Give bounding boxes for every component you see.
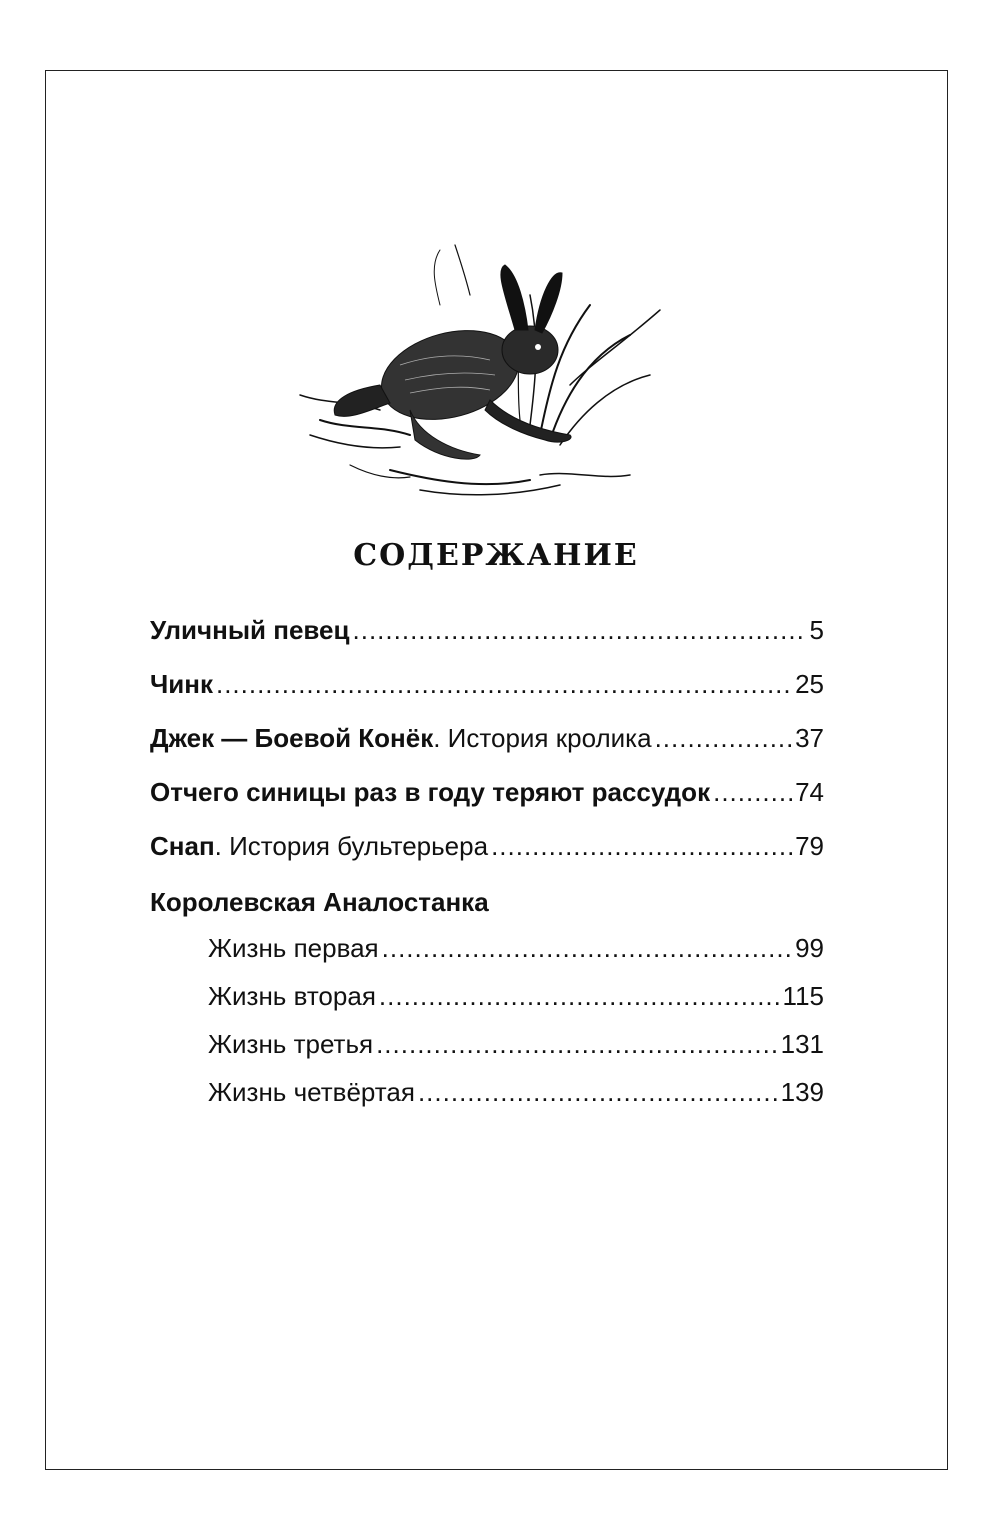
table-of-contents (150, 615, 824, 1125)
toc-entry[interactable] (150, 669, 824, 723)
dot-leader (713, 777, 792, 808)
page-number: 99 (795, 933, 824, 963)
entry-title: Уличный певец (150, 615, 350, 645)
subentry-title: Жизнь четвёртая (208, 1077, 415, 1107)
page-number: 139 (780, 1077, 824, 1107)
subentry-title: Жизнь вторая (208, 981, 376, 1011)
dot-leader (379, 981, 780, 1012)
toc-subentry[interactable] (208, 1077, 824, 1125)
dot-leader (418, 1077, 778, 1108)
page-number: 131 (780, 1029, 824, 1059)
entry-subtitle: . История бультерьера (214, 831, 489, 861)
dot-leader (376, 1029, 778, 1060)
toc-entry[interactable] (150, 723, 824, 777)
entry-title: Отчего синицы раз в году теряют рассудок (150, 777, 711, 807)
page-number: 79 (795, 831, 824, 861)
toc-entry[interactable] (150, 615, 824, 669)
page-number: 74 (795, 777, 824, 807)
dot-leader (353, 615, 807, 646)
toc-subentry[interactable] (208, 981, 824, 1029)
toc-group-title[interactable]: Королевская Аналостанка (150, 887, 489, 917)
dot-leader (216, 669, 792, 700)
entry-subtitle: . История кролика (433, 723, 652, 753)
toc-entry[interactable] (150, 831, 824, 885)
page-number: 25 (795, 669, 824, 699)
page-number: 37 (795, 723, 824, 753)
entry-title: Джек — Боевой Конёк (150, 723, 434, 753)
page-number: 115 (782, 981, 824, 1011)
toc-subentry[interactable] (208, 933, 824, 981)
toc-entry[interactable] (150, 777, 824, 831)
running-hare-illustration (290, 235, 670, 505)
entry-title: Чинк (150, 669, 213, 699)
subentry-title: Жизнь третья (208, 1029, 374, 1059)
dot-leader (382, 933, 792, 964)
toc-subentry[interactable] (208, 1029, 824, 1077)
dot-leader (491, 831, 792, 862)
dot-leader (655, 723, 793, 754)
page-number: 5 (809, 615, 824, 645)
subentry-title: Жизнь первая (208, 933, 379, 963)
toc-heading: СОДЕРЖАНИЕ (353, 538, 639, 573)
entry-title: Снап (150, 831, 215, 861)
